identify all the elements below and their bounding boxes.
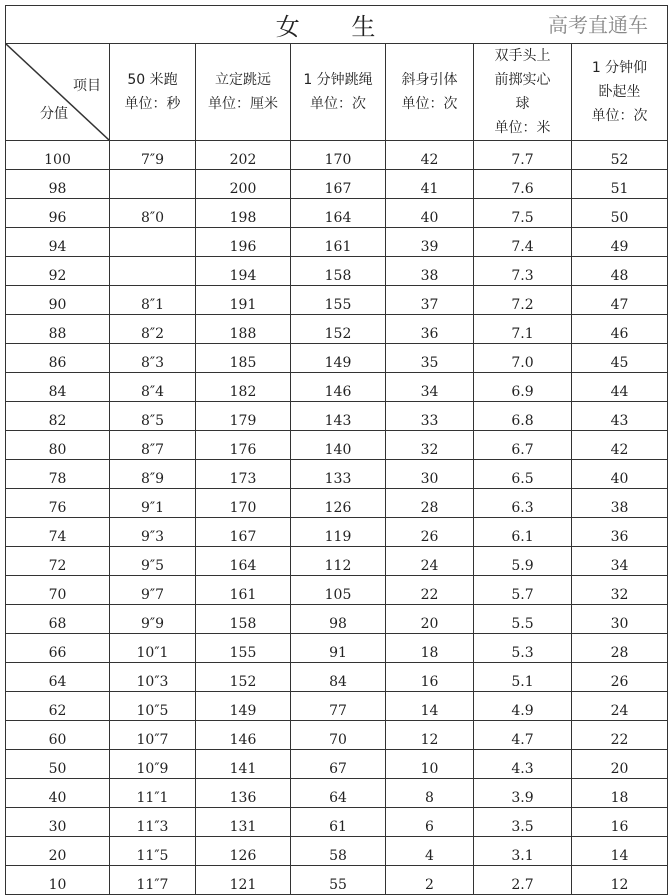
column-name: 50 米跑 — [127, 72, 178, 88]
table-cell: 167 — [196, 518, 291, 547]
diagonal-header-cell — [6, 44, 110, 141]
table-cell: 170 — [196, 489, 291, 518]
table-cell: 185 — [196, 344, 291, 373]
table-cell: 8″3 — [110, 344, 196, 373]
table-cell: 98 — [6, 170, 110, 199]
table-cell: 84 — [6, 373, 110, 402]
table-cell: 4.7 — [474, 721, 572, 750]
table-cell: 4.9 — [474, 692, 572, 721]
table-cell: 161 — [196, 576, 291, 605]
table-cell: 5.1 — [474, 663, 572, 692]
table-cell: 24 — [386, 547, 474, 576]
column-name: 双手头上前掷实心球 — [494, 48, 551, 112]
table-cell: 37 — [386, 286, 474, 315]
table-cell: 76 — [6, 489, 110, 518]
column-header — [386, 44, 474, 141]
table-cell: 38 — [386, 257, 474, 286]
table-cell: 50 — [572, 199, 668, 228]
table-cell: 22 — [572, 721, 668, 750]
table-cell: 176 — [196, 431, 291, 460]
table-cell: 12 — [572, 866, 668, 895]
table-cell: 149 — [291, 344, 386, 373]
table-cell: 3.9 — [474, 779, 572, 808]
table-cell: 52 — [572, 141, 668, 170]
table-cell: 182 — [196, 373, 291, 402]
table-cell: 70 — [291, 721, 386, 750]
table-cell: 136 — [196, 779, 291, 808]
table-cell: 7.0 — [474, 344, 572, 373]
table-cell — [110, 257, 196, 286]
table-cell: 72 — [6, 547, 110, 576]
table-cell: 5.7 — [474, 576, 572, 605]
table-cell: 96 — [6, 199, 110, 228]
table-cell: 7.5 — [474, 199, 572, 228]
table-cell: 143 — [291, 402, 386, 431]
table-cell: 78 — [6, 460, 110, 489]
table-cell: 10″9 — [110, 750, 196, 779]
table-cell — [110, 170, 196, 199]
table-cell: 105 — [291, 576, 386, 605]
table-cell: 202 — [196, 141, 291, 170]
table-cell: 4.3 — [474, 750, 572, 779]
table-cell: 64 — [291, 779, 386, 808]
table-title: 女 生 — [6, 6, 668, 44]
column-name: 立定跳远 — [215, 72, 271, 88]
table-cell: 6.7 — [474, 431, 572, 460]
table-cell: 28 — [386, 489, 474, 518]
column-name: 1 分钟仰卧起坐 — [591, 60, 648, 100]
column-name: 1 分钟跳绳 — [303, 72, 373, 88]
table-cell: 9″7 — [110, 576, 196, 605]
table-cell: 8″7 — [110, 431, 196, 460]
table-cell: 44 — [572, 373, 668, 402]
table-cell: 146 — [196, 721, 291, 750]
table-cell: 20 — [386, 605, 474, 634]
table-cell: 26 — [386, 518, 474, 547]
table-cell: 8 — [386, 779, 474, 808]
table-cell: 167 — [291, 170, 386, 199]
table-cell: 84 — [291, 663, 386, 692]
table-cell: 164 — [196, 547, 291, 576]
table-row — [6, 605, 668, 634]
table-cell: 18 — [572, 779, 668, 808]
table-cell: 82 — [6, 402, 110, 431]
table-cell: 24 — [572, 692, 668, 721]
table-cell: 40 — [6, 779, 110, 808]
table-cell: 6.1 — [474, 518, 572, 547]
table-cell: 35 — [386, 344, 474, 373]
table-cell: 20 — [572, 750, 668, 779]
table-cell: 30 — [386, 460, 474, 489]
table-cell: 77 — [291, 692, 386, 721]
table-cell: 80 — [6, 431, 110, 460]
table-cell: 39 — [386, 228, 474, 257]
table-row — [6, 402, 668, 431]
table-cell: 94 — [6, 228, 110, 257]
table-cell: 7.1 — [474, 315, 572, 344]
table-cell: 6.5 — [474, 460, 572, 489]
column-unit: 单位：秒 — [124, 96, 181, 112]
table-cell: 9″3 — [110, 518, 196, 547]
column-unit: 单位：次 — [310, 96, 366, 112]
table-row — [6, 547, 668, 576]
table-cell: 158 — [196, 605, 291, 634]
table-cell: 30 — [6, 808, 110, 837]
table-cell: 16 — [572, 808, 668, 837]
table-cell: 5.5 — [474, 605, 572, 634]
table-cell: 43 — [572, 402, 668, 431]
table-row — [6, 750, 668, 779]
table-cell: 38 — [572, 489, 668, 518]
table-cell: 8″1 — [110, 286, 196, 315]
table-cell: 6 — [386, 808, 474, 837]
table-cell: 8″9 — [110, 460, 196, 489]
table-cell: 140 — [291, 431, 386, 460]
table-cell: 161 — [291, 228, 386, 257]
table-cell: 62 — [6, 692, 110, 721]
table-row — [6, 837, 668, 866]
table-cell: 149 — [196, 692, 291, 721]
table-cell: 11″1 — [110, 779, 196, 808]
table-row — [6, 518, 668, 547]
table-cell: 22 — [386, 576, 474, 605]
table-cell: 40 — [386, 199, 474, 228]
table-cell: 42 — [386, 141, 474, 170]
table-cell — [110, 228, 196, 257]
table-cell: 8″2 — [110, 315, 196, 344]
table-cell: 200 — [196, 170, 291, 199]
table-row — [6, 431, 668, 460]
column-unit: 单位：厘米 — [208, 96, 278, 112]
table-cell: 16 — [386, 663, 474, 692]
table-cell: 5.9 — [474, 547, 572, 576]
table-row — [6, 866, 668, 895]
table-cell: 10″1 — [110, 634, 196, 663]
table-cell: 58 — [291, 837, 386, 866]
column-header — [110, 44, 196, 141]
table-cell: 179 — [196, 402, 291, 431]
table-row — [6, 170, 668, 199]
table-row — [6, 663, 668, 692]
table-cell: 41 — [386, 170, 474, 199]
table-cell: 194 — [196, 257, 291, 286]
table-cell: 10″7 — [110, 721, 196, 750]
table-cell: 155 — [291, 286, 386, 315]
table-row — [6, 489, 668, 518]
female-score-table — [5, 5, 668, 895]
table-cell: 34 — [386, 373, 474, 402]
table-cell: 49 — [572, 228, 668, 257]
table-row — [6, 808, 668, 837]
table-row — [6, 286, 668, 315]
table-cell: 3.1 — [474, 837, 572, 866]
table-cell: 170 — [291, 141, 386, 170]
table-row — [6, 373, 668, 402]
table-cell: 2.7 — [474, 866, 572, 895]
table-cell: 33 — [386, 402, 474, 431]
table-cell: 64 — [6, 663, 110, 692]
table-cell: 7.3 — [474, 257, 572, 286]
table-cell: 7.4 — [474, 228, 572, 257]
table-row — [6, 315, 668, 344]
table-cell: 98 — [291, 605, 386, 634]
table-cell: 48 — [572, 257, 668, 286]
table-row — [6, 460, 668, 489]
table-cell: 8″0 — [110, 199, 196, 228]
table-cell: 6.9 — [474, 373, 572, 402]
column-header — [291, 44, 386, 141]
table-cell: 6.8 — [474, 402, 572, 431]
table-cell: 155 — [196, 634, 291, 663]
table-cell: 188 — [196, 315, 291, 344]
table-cell: 10″5 — [110, 692, 196, 721]
table-cell: 7.6 — [474, 170, 572, 199]
table-row — [6, 721, 668, 750]
table-cell: 152 — [196, 663, 291, 692]
column-unit: 单位：次 — [401, 96, 458, 112]
table-cell: 70 — [6, 576, 110, 605]
table-cell: 5.3 — [474, 634, 572, 663]
header-score-label: 分值 — [40, 106, 68, 122]
table-cell: 18 — [386, 634, 474, 663]
column-header — [572, 44, 668, 141]
table-row — [6, 692, 668, 721]
table-cell: 198 — [196, 199, 291, 228]
table-cell: 32 — [572, 576, 668, 605]
header-item-label: 项目 — [73, 78, 101, 94]
table-cell: 7.7 — [474, 141, 572, 170]
table-cell: 55 — [291, 866, 386, 895]
table-cell: 121 — [196, 866, 291, 895]
table-cell: 67 — [291, 750, 386, 779]
table-cell: 61 — [291, 808, 386, 837]
column-unit: 单位：米 — [494, 120, 551, 136]
table-cell: 66 — [6, 634, 110, 663]
table-cell: 86 — [6, 344, 110, 373]
table-cell: 6.3 — [474, 489, 572, 518]
table-cell: 7.2 — [474, 286, 572, 315]
table-cell: 131 — [196, 808, 291, 837]
table-cell: 164 — [291, 199, 386, 228]
table-cell: 8″4 — [110, 373, 196, 402]
table-row — [6, 257, 668, 286]
table-cell: 88 — [6, 315, 110, 344]
table-cell: 126 — [291, 489, 386, 518]
table-cell: 74 — [6, 518, 110, 547]
table-cell: 30 — [572, 605, 668, 634]
watermark: 高考直通车 — [548, 13, 648, 37]
table-cell: 36 — [572, 518, 668, 547]
column-header — [196, 44, 291, 141]
table-cell: 14 — [386, 692, 474, 721]
column-name: 斜身引体 — [401, 72, 458, 88]
table-cell: 8″5 — [110, 402, 196, 431]
table-cell: 173 — [196, 460, 291, 489]
table-cell: 26 — [572, 663, 668, 692]
table-cell: 40 — [572, 460, 668, 489]
table-row — [6, 779, 668, 808]
table-row — [6, 141, 668, 170]
table-cell: 60 — [6, 721, 110, 750]
table-cell: 34 — [572, 547, 668, 576]
table-cell: 10 — [6, 866, 110, 895]
table-cell: 11″5 — [110, 837, 196, 866]
table-row — [6, 228, 668, 257]
table-cell: 7″9 — [110, 141, 196, 170]
table-cell: 9″1 — [110, 489, 196, 518]
table-row — [6, 576, 668, 605]
table-cell: 11″3 — [110, 808, 196, 837]
table-cell: 91 — [291, 634, 386, 663]
table-cell: 47 — [572, 286, 668, 315]
table-cell: 11″7 — [110, 866, 196, 895]
table-cell: 3.5 — [474, 808, 572, 837]
table-cell: 92 — [6, 257, 110, 286]
table-cell: 9″5 — [110, 547, 196, 576]
column-unit: 单位：次 — [591, 108, 648, 124]
table-row — [6, 344, 668, 373]
table-cell: 50 — [6, 750, 110, 779]
table-cell: 4 — [386, 837, 474, 866]
table-cell: 100 — [6, 141, 110, 170]
table-cell: 20 — [6, 837, 110, 866]
table-cell: 2 — [386, 866, 474, 895]
table-cell: 45 — [572, 344, 668, 373]
table-cell: 12 — [386, 721, 474, 750]
table-cell: 90 — [6, 286, 110, 315]
table-cell: 46 — [572, 315, 668, 344]
table-cell: 119 — [291, 518, 386, 547]
table-cell: 10 — [386, 750, 474, 779]
table-cell: 51 — [572, 170, 668, 199]
table-cell: 9″9 — [110, 605, 196, 634]
table-cell: 68 — [6, 605, 110, 634]
table-cell: 28 — [572, 634, 668, 663]
table-cell: 42 — [572, 431, 668, 460]
table-cell: 152 — [291, 315, 386, 344]
table-cell: 141 — [196, 750, 291, 779]
column-header — [474, 44, 572, 141]
table-row — [6, 199, 668, 228]
table-cell: 10″3 — [110, 663, 196, 692]
table-cell: 126 — [196, 837, 291, 866]
table-cell: 36 — [386, 315, 474, 344]
table-cell: 32 — [386, 431, 474, 460]
table-row — [6, 634, 668, 663]
table-cell: 112 — [291, 547, 386, 576]
table-cell: 196 — [196, 228, 291, 257]
table-cell: 14 — [572, 837, 668, 866]
table-cell: 146 — [291, 373, 386, 402]
table-cell: 133 — [291, 460, 386, 489]
table-cell: 191 — [196, 286, 291, 315]
table-cell: 158 — [291, 257, 386, 286]
